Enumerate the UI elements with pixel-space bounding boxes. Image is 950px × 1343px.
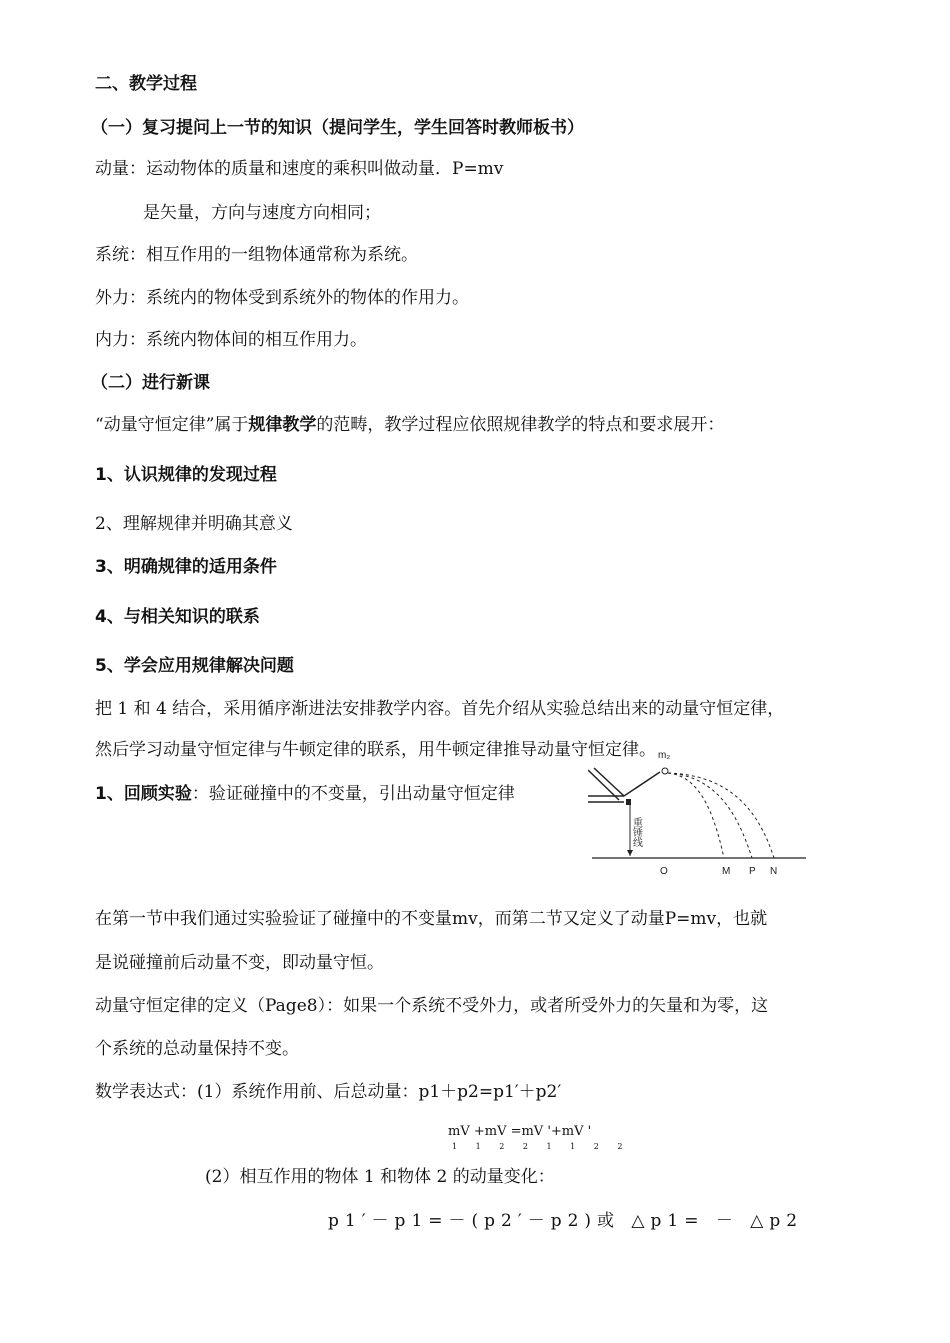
ball-m2 xyxy=(662,768,668,774)
internal-force-definition: 内力：系统内物体间的相互作用力。 xyxy=(95,330,367,350)
label-plumb: 重锤线 xyxy=(633,818,643,849)
experiment-line-1: 在第一节中我们通过实验验证了碰撞中的不变量mv，而第二节又定义了动量P=mv，也就 xyxy=(95,909,768,929)
external-force-definition: 外力：系统内的物体受到系统外的物体的作用力。 xyxy=(95,288,469,308)
trajectory-p xyxy=(668,773,752,858)
law-definition-line-1: 动量守恒定律的定义（Page8）：如果一个系统不受外力，或者所受外力的矢量和为零，这 xyxy=(95,996,769,1016)
subsection-new-lesson: （二）进行新课 xyxy=(91,373,210,393)
vector-note: 是矢量，方向与速度方向相同； xyxy=(143,203,381,223)
label-p: P xyxy=(749,866,756,877)
plan-line-2: 然后学习动量守恒定律与牛顿定律的联系，用牛顿定律推导动量守恒定律。 xyxy=(95,740,656,760)
contact-block xyxy=(626,799,631,805)
trajectory-n xyxy=(668,773,774,858)
step-3: 3、明确规律的适用条件 xyxy=(95,557,277,577)
review-experiment xyxy=(95,782,515,806)
plumb-arrow xyxy=(627,850,633,856)
system-definition: 系统：相互作用的一组物体通常称为系统。 xyxy=(95,245,418,265)
formula-subscripts: 1 1 2 2 1 1 2 2 xyxy=(452,1142,631,1151)
formula-mv: mV +mV =mV '+mV ' xyxy=(448,1124,592,1139)
label-n: N xyxy=(770,866,778,877)
label-o: O xyxy=(660,866,668,877)
math-expression-1: 数学表达式：(1）系统作用前、后总动量：p1＋p2=p1′＋p2′ xyxy=(95,1082,562,1102)
label-m2: m₂ xyxy=(658,750,671,761)
review-bold: 1、回顾实验 xyxy=(95,784,192,804)
math-expression-2: (2）相互作用的物体 1 和物体 2 的动量变化： xyxy=(205,1167,555,1187)
collision-experiment-figure xyxy=(588,738,810,878)
step-5: 5、学会应用规律解决问题 xyxy=(95,656,294,676)
ramp-line-top xyxy=(594,768,624,796)
intro-bold: 规律教学 xyxy=(248,415,317,435)
step-2: 2、理解规律并明确其意义 xyxy=(95,514,293,534)
ramp-end xyxy=(624,772,660,796)
trajectory-m xyxy=(668,773,724,858)
review-text: ：验证碰撞中的不变量，引出动量守恒定律 xyxy=(191,784,515,804)
momentum-definition: 动量：运动物体的质量和速度的乘积叫做动量．P=mv xyxy=(95,159,504,179)
step-1: 1、认识规律的发现过程 xyxy=(95,465,277,485)
plan-line-1: 把 1 和 4 结合，采用循序渐进法安排教学内容。首先介绍从实验总结出来的动量守恒定律， xyxy=(95,699,785,719)
law-definition-line-2: 个系统的总动量保持不变。 xyxy=(95,1039,299,1059)
label-m: M xyxy=(722,866,731,877)
section-heading: 二、教学过程 xyxy=(95,74,197,94)
experiment-line-2: 是说碰撞前后动量不变，即动量守恒。 xyxy=(95,953,384,973)
subsection-review: （一）复习提问上一节的知识（提问学生，学生回答时教师板书） xyxy=(91,118,584,138)
intro-paragraph xyxy=(95,413,724,437)
intro-post: 的范畴，教学过程应依照规律教学的特点和要求展开： xyxy=(316,415,725,435)
intro-pre: “动量守恒定律”属于 xyxy=(95,415,249,435)
math-expression-3: p1′－p1=－(p2′－p2)或 △p1= － △p2 xyxy=(328,1211,804,1231)
step-4: 4、与相关知识的联系 xyxy=(95,607,260,627)
